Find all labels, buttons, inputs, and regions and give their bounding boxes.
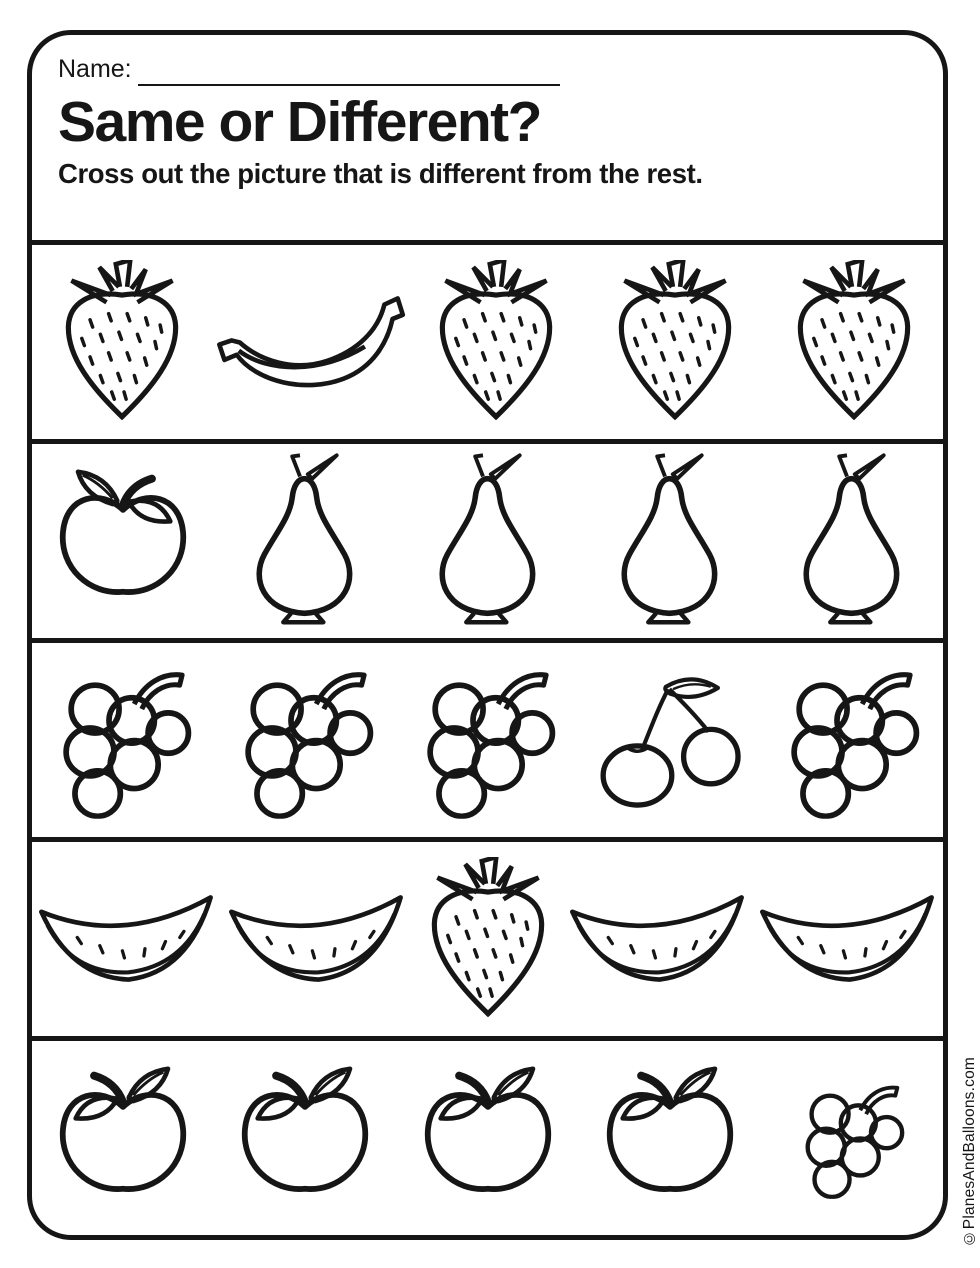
name-row bbox=[58, 55, 919, 84]
fruit-cell-watermelon[interactable] bbox=[563, 842, 753, 1036]
strawberry-icon bbox=[429, 260, 563, 425]
worksheet-row bbox=[32, 1036, 943, 1235]
grapes-icon bbox=[779, 661, 924, 819]
grapes-icon bbox=[796, 1077, 908, 1199]
cherries-icon bbox=[590, 669, 750, 811]
grapes-icon bbox=[51, 661, 196, 819]
fruit-cell-grapes[interactable] bbox=[214, 643, 396, 837]
fruit-cell-pear[interactable] bbox=[214, 444, 396, 638]
worksheet-row bbox=[32, 837, 943, 1036]
pear-icon bbox=[424, 452, 552, 630]
worksheet-row bbox=[32, 439, 943, 638]
fruit-cell-grapes[interactable] bbox=[761, 643, 943, 837]
worksheet-row bbox=[32, 240, 943, 439]
fruit-cell-pear[interactable] bbox=[761, 444, 943, 638]
fruit-cell-strawberry[interactable] bbox=[32, 245, 211, 439]
fruit-cell-apple-flipped[interactable] bbox=[32, 444, 214, 638]
worksheet-page bbox=[27, 30, 948, 1240]
apple-icon bbox=[595, 1063, 745, 1213]
apple-icon bbox=[230, 1063, 380, 1213]
fruit-cell-apple[interactable] bbox=[579, 1041, 761, 1235]
worksheet-rows bbox=[32, 240, 943, 1235]
copyright-credit: ©PlanesAndBalloons.com bbox=[961, 1056, 978, 1246]
fruit-cell-watermelon[interactable] bbox=[753, 842, 943, 1036]
watermelon-icon bbox=[563, 880, 753, 998]
fruit-cell-pear[interactable] bbox=[396, 444, 578, 638]
fruit-cell-grapes[interactable] bbox=[32, 643, 214, 837]
worksheet-header bbox=[32, 35, 943, 190]
fruit-cell-apple[interactable] bbox=[214, 1041, 396, 1235]
watermelon-icon bbox=[753, 880, 943, 998]
strawberry-icon bbox=[55, 260, 189, 425]
banana-icon bbox=[211, 281, 406, 404]
fruit-cell-watermelon[interactable] bbox=[222, 842, 412, 1036]
grapes-icon bbox=[415, 661, 560, 819]
apple-icon bbox=[413, 1063, 563, 1213]
pear-icon bbox=[241, 452, 369, 630]
fruit-cell-watermelon[interactable] bbox=[32, 842, 222, 1036]
grapes-icon bbox=[233, 661, 378, 819]
fruit-cell-strawberry[interactable] bbox=[585, 245, 764, 439]
page-title: Same or Different? bbox=[58, 90, 541, 154]
fruit-cell-apple[interactable] bbox=[396, 1041, 578, 1235]
pear-icon bbox=[606, 452, 734, 630]
fruit-cell-banana[interactable] bbox=[211, 245, 406, 439]
apple-icon bbox=[48, 1063, 198, 1213]
fruit-cell-strawberry[interactable] bbox=[764, 245, 943, 439]
fruit-cell-strawberry[interactable] bbox=[412, 842, 563, 1036]
apple-icon bbox=[48, 466, 198, 616]
fruit-cell-strawberry[interactable] bbox=[406, 245, 585, 439]
watermelon-icon bbox=[222, 880, 412, 998]
fruit-cell-grapes[interactable] bbox=[396, 643, 578, 837]
fruit-cell-cherries[interactable] bbox=[579, 643, 761, 837]
name-input-line[interactable] bbox=[138, 83, 560, 86]
fruit-cell-pear[interactable] bbox=[579, 444, 761, 638]
strawberry-icon bbox=[421, 857, 555, 1022]
fruit-cell-apple[interactable] bbox=[32, 1041, 214, 1235]
pear-icon bbox=[788, 452, 916, 630]
watermelon-icon bbox=[32, 880, 222, 998]
worksheet-row bbox=[32, 638, 943, 837]
instructions-text: Cross out the picture that is different from the rest. bbox=[58, 158, 703, 190]
fruit-cell-grapes-small[interactable] bbox=[761, 1041, 943, 1235]
name-label: Name: bbox=[58, 55, 132, 83]
strawberry-icon bbox=[787, 260, 921, 425]
strawberry-icon bbox=[608, 260, 742, 425]
